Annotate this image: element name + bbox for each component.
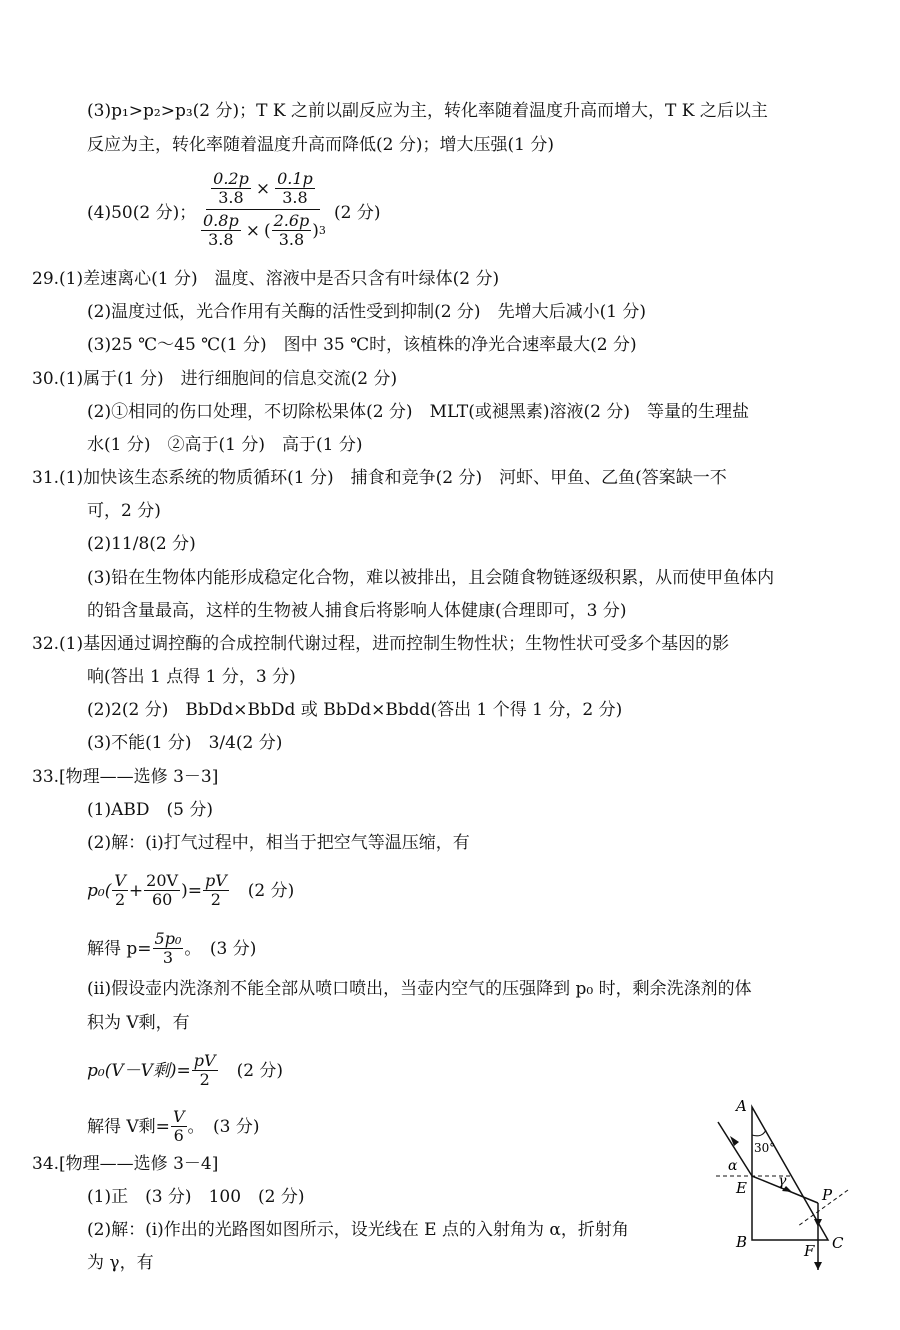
- q33-line-1: (1)ABD (5 分): [87, 800, 213, 820]
- q31-line-2: 可，2 分): [87, 501, 161, 521]
- q32-line-4: (3)不能(1 分) 3/4(2 分): [87, 733, 283, 753]
- q32-line-2: 响(答出 1 点得 1 分，3 分): [87, 667, 296, 687]
- q33-line-4: 积为 V剩，有: [87, 1013, 190, 1033]
- q32-line-3: (2)2(2 分) BbDd×BbDd 或 BbDd×Bbdd(答出 1 个得 1 分，2 分): [87, 700, 623, 720]
- q33-result-1: 解得 p= $\frac{\text{5p₀}}{3}$ 。 (3 分): [87, 929, 257, 967]
- q34-line-2: (2)解：(ⅰ)作出的光路图如图所示，设光线在 E 点的入射角为 α，折射角: [87, 1220, 629, 1240]
- q28-line-4-prefix: (4)50(2 分)；: [87, 203, 197, 223]
- label-c: C: [832, 1234, 844, 1252]
- label-e: E: [736, 1179, 747, 1197]
- q33-result-2: 解得 V剩= $\frac{V}{6}$ 。 (3 分): [87, 1107, 260, 1145]
- q28-line-4-suffix: (2 分): [334, 203, 381, 223]
- optics-figure: [700, 1090, 870, 1275]
- q30-line-3: 水(1 分) ②高于(1 分) 高于(1 分): [87, 435, 363, 455]
- q34-line-3: 为 γ，有: [87, 1253, 154, 1273]
- q30-line-1: 30.(1)属于(1 分) 进行细胞间的信息交流(2 分): [32, 369, 398, 389]
- q28-equilibrium-fraction: $\frac{0.2p}{3.8}$ × $\frac{0.1p}{3.8}$ $\frac{0.8p}{3.8}$ × ( $\frac{2.6p}{3.8}$ ) 3: [203, 169, 326, 249]
- q28-line-3b: 反应为主，转化率随着温度升高而降低(2 分)；增大压强(1 分): [87, 135, 554, 155]
- angle-arc-a: [752, 1130, 766, 1136]
- q33-line-3: (ⅱ)假设壶内洗涤剂不能全部从喷口喷出，当壶内空气的压强降到 p₀ 时，剩余洗涤剂的体: [87, 979, 752, 999]
- q29-line-2: (2)温度过低，光合作用有关酶的活性受到抑制(2 分) 先增大后减小(1 分): [87, 302, 647, 322]
- label-angle-30: 30°: [754, 1141, 776, 1155]
- q31-line-4: (3)铅在生物体内能形成稳定化合物，难以被排出，且会随食物链逐级积累，从而使甲鱼体内: [87, 568, 775, 588]
- label-f: F: [804, 1242, 815, 1260]
- exit-arrow: [814, 1262, 822, 1270]
- q33-heading: 33.[物理——选修 3－3]: [32, 767, 219, 787]
- q34-line-1: (1)正 (3 分) 100 (2 分): [87, 1187, 305, 1207]
- q31-line-3: (2)11/8(2 分): [87, 534, 196, 554]
- q31-line-1: 31.(1)加快该生态系统的物质循环(1 分) 捕食和竞争(2 分) 河虾、甲鱼、乙鱼(答案缺一不: [32, 468, 727, 488]
- q31-line-5: 的铅含量最高，这样的生物被人捕食后将影响人体健康(合理即可，3 分): [87, 601, 627, 621]
- label-gamma: γ: [778, 1173, 787, 1189]
- q33-equation-2: p₀(V－V剩)= $\frac{pV}{2}$ (2 分): [87, 1051, 284, 1089]
- q29-line-1: 29.(1)差速离心(1 分) 温度、溶液中是否只含有叶绿体(2 分): [32, 269, 500, 289]
- label-b: B: [736, 1233, 748, 1251]
- q33-line-2: (2)解：(ⅰ)打气过程中，相当于把空气等温压缩，有: [87, 833, 470, 853]
- q33-equation-1: p₀( V 2 + $\frac{20V}{60}$ )= $\frac{pV}{2}$ (2 分): [87, 871, 295, 909]
- q28-line-3a: (3)p₁>p₂>p₃(2 分)；T K 之前以副反应为主，转化率随着温度升高而增大，T K 之后以主: [87, 101, 768, 121]
- q34-heading: 34.[物理——选修 3－4]: [32, 1154, 219, 1174]
- reflected-arrow: [814, 1219, 822, 1227]
- label-a: A: [736, 1097, 747, 1115]
- q30-line-2: (2)①相同的伤口处理，不切除松果体(2 分) MLT(或褪黑素)溶液(2 分) 等量的生理盐: [87, 402, 749, 422]
- q32-line-1: 32.(1)基因通过调控酶的合成控制代谢过程，进而控制生物性状；生物性状可受多个基因的影: [32, 634, 730, 654]
- q29-line-3: (3)25 ℃～45 ℃(1 分) 图中 35 ℃时，该植株的净光合速率最大(2 分): [87, 335, 637, 355]
- label-p: P: [822, 1186, 833, 1204]
- label-alpha: α: [728, 1158, 738, 1174]
